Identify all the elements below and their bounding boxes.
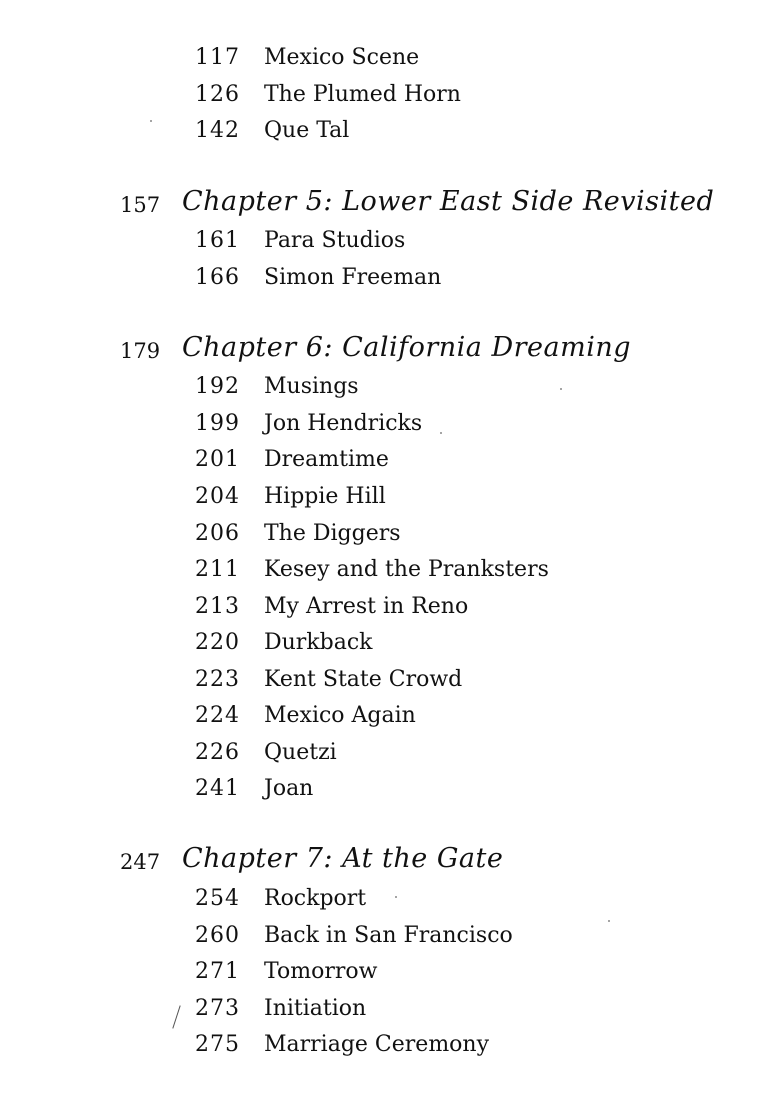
toc-entry-title: Tomorrow: [264, 959, 378, 984]
toc-page-number: 166: [195, 265, 240, 290]
toc-page-number: 161: [195, 228, 240, 253]
toc-entry-title: Mexico Scene: [264, 45, 420, 70]
toc-entry-title: The Plumed Horn: [264, 82, 461, 107]
toc-page-number: 275: [195, 1032, 240, 1057]
toc-page-number: 192: [195, 374, 240, 399]
toc-page-number: 142: [195, 118, 240, 143]
toc-chapter-title: Chapter 7: At the Gate: [182, 843, 504, 874]
toc-page-number: 254: [195, 886, 240, 911]
toc-entry-title: Dreamtime: [264, 447, 389, 472]
toc-chapter-page-number: 247: [120, 850, 161, 874]
scan-speck: [560, 388, 562, 390]
toc-page-number: 213: [195, 594, 240, 619]
scan-speck: [395, 896, 397, 898]
toc-page-number: 224: [195, 703, 240, 728]
toc-entry-title: Para Studios: [264, 228, 406, 253]
toc-page-number: 206: [195, 521, 240, 546]
toc-entry-title: Hippie Hill: [264, 484, 386, 509]
scan-speck: [150, 120, 152, 122]
toc-page-number: 223: [195, 667, 240, 692]
toc-entry-title: Marriage Ceremony: [264, 1032, 490, 1057]
toc-entry-title: Kesey and the Pranksters: [264, 557, 549, 582]
scan-speck: [440, 432, 442, 434]
scan-speck: [608, 920, 610, 922]
toc-entry-title: Joan: [264, 776, 314, 801]
toc-page-number: 117: [195, 45, 240, 70]
toc-entry-title: Jon Hendricks: [264, 411, 423, 436]
toc-chapter-title: Chapter 5: Lower East Side Revisited: [182, 186, 715, 217]
toc-entry-title: Rockport: [264, 886, 367, 911]
toc-page-number: 260: [195, 923, 240, 948]
toc-page-number: 199: [195, 411, 240, 436]
toc-entry-title: Simon Freeman: [264, 265, 442, 290]
toc-entry-title: Kent State Crowd: [264, 667, 463, 692]
pencil-mark: [172, 1005, 180, 1028]
toc-entry-title: Initiation: [264, 996, 367, 1021]
toc-page-number: 271: [195, 959, 240, 984]
toc-entry-title: Durkback: [264, 630, 373, 655]
toc-page-number: 201: [195, 447, 240, 472]
toc-entry-title: Mexico Again: [264, 703, 416, 728]
toc-page-number: 211: [195, 557, 240, 582]
toc-entry-title: Musings: [264, 374, 359, 399]
toc-chapter-title: Chapter 6: California Dreaming: [182, 332, 632, 363]
toc-page-number: 241: [195, 776, 240, 801]
toc-entry-title: The Diggers: [264, 521, 401, 546]
toc-entry-title: Quetzi: [264, 740, 337, 765]
toc-entry-title: Que Tal: [264, 118, 350, 143]
toc-page-number: 226: [195, 740, 240, 765]
toc-page-number: 273: [195, 996, 240, 1021]
toc-entry-title: Back in San Francisco: [264, 923, 513, 948]
toc-chapter-page-number: 179: [120, 339, 161, 363]
toc-page-number: 126: [195, 82, 240, 107]
toc-page-number: 204: [195, 484, 240, 509]
toc-page-number: 220: [195, 630, 240, 655]
toc-entry-title: My Arrest in Reno: [264, 594, 469, 619]
toc-chapter-page-number: 157: [120, 193, 161, 217]
